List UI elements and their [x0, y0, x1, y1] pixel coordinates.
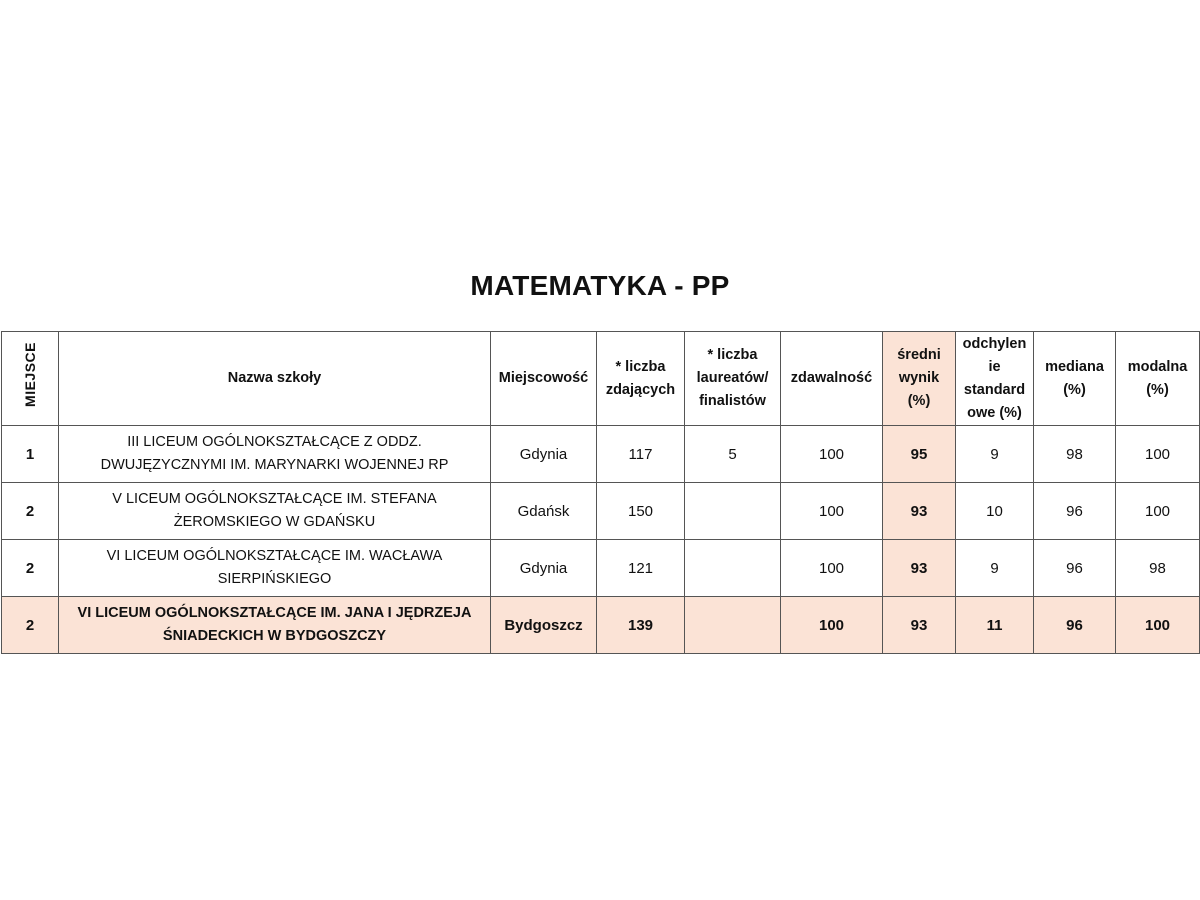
cell-miejscowosc: Gdańsk: [491, 483, 597, 540]
header-row: [2, 332, 1200, 426]
cell-miejsce: 2: [2, 483, 59, 540]
header-odchylenie: odchylen ie standard owe (%): [956, 332, 1034, 426]
cell-miejsce: 2: [2, 540, 59, 597]
cell-zdawalnosc: 100: [781, 483, 883, 540]
cell-liczba-laureatow: [685, 483, 781, 540]
cell-sredni-wynik: 95: [883, 426, 956, 483]
header-liczba-laureatow: * liczba laureatów/ finalistów: [685, 332, 781, 426]
header-sredni-wynik: średni wynik (%): [883, 332, 956, 426]
header-miejscowosc: Miejscowość: [491, 332, 597, 426]
cell-zdawalnosc: 100: [781, 597, 883, 654]
table-row-highlighted: [2, 597, 1200, 654]
cell-liczba-zdajacych: 117: [597, 426, 685, 483]
header-zdawalnosc: zdawalność: [781, 332, 883, 426]
cell-nazwa-szkoly: III LICEUM OGÓLNOKSZTAŁCĄCE Z ODDZ. DWUJĘZYCZNYMI IM. MARYNARKI WOJENNEJ RP: [59, 426, 491, 483]
cell-liczba-zdajacych: 121: [597, 540, 685, 597]
cell-modalna: 100: [1116, 483, 1200, 540]
cell-odchylenie: 11: [956, 597, 1034, 654]
cell-mediana: 96: [1034, 597, 1116, 654]
cell-zdawalnosc: 100: [781, 426, 883, 483]
cell-odchylenie: 10: [956, 483, 1034, 540]
cell-mediana: 98: [1034, 426, 1116, 483]
cell-mediana: 96: [1034, 483, 1116, 540]
table-row: [2, 483, 1200, 540]
table-row: [2, 540, 1200, 597]
page-title: MATEMATYKA - PP: [470, 270, 730, 301]
cell-miejsce: 1: [2, 426, 59, 483]
cell-miejscowosc: Gdynia: [491, 540, 597, 597]
cell-zdawalnosc: 100: [781, 540, 883, 597]
cell-liczba-laureatow: 5: [685, 426, 781, 483]
header-mediana: mediana (%): [1034, 332, 1116, 426]
results-table: [1, 331, 1200, 654]
cell-odchylenie: 9: [956, 426, 1034, 483]
cell-sredni-wynik: 93: [883, 597, 956, 654]
cell-miejsce: 2: [2, 597, 59, 654]
cell-nazwa-szkoly: VI LICEUM OGÓLNOKSZTAŁCĄCE IM. JANA I JĘDRZEJA ŚNIADECKICH W BYDGOSZCZY: [59, 597, 491, 654]
cell-modalna: 98: [1116, 540, 1200, 597]
cell-mediana: 96: [1034, 540, 1116, 597]
cell-nazwa-szkoly: V LICEUM OGÓLNOKSZTAŁCĄCE IM. STEFANA ŻEROMSKIEGO W GDAŃSKU: [59, 483, 491, 540]
table-row: [2, 426, 1200, 483]
header-nazwa-szkoly: Nazwa szkoły: [59, 332, 491, 426]
cell-modalna: 100: [1116, 597, 1200, 654]
cell-miejscowosc: Bydgoszcz: [491, 597, 597, 654]
cell-sredni-wynik: 93: [883, 540, 956, 597]
cell-liczba-laureatow: [685, 540, 781, 597]
cell-liczba-zdajacych: 150: [597, 483, 685, 540]
header-liczba-zdajacych: * liczba zdających: [597, 332, 685, 426]
header-modalna: modalna (%): [1116, 332, 1200, 426]
cell-liczba-laureatow: [685, 597, 781, 654]
cell-nazwa-szkoly: VI LICEUM OGÓLNOKSZTAŁCĄCE IM. WACŁAWA SIERPIŃSKIEGO: [59, 540, 491, 597]
header-miejsce: MIEJSCE: [2, 332, 59, 426]
cell-sredni-wynik: 93: [883, 483, 956, 540]
cell-odchylenie: 9: [956, 540, 1034, 597]
cell-modalna: 100: [1116, 426, 1200, 483]
cell-miejscowosc: Gdynia: [491, 426, 597, 483]
cell-liczba-zdajacych: 139: [597, 597, 685, 654]
